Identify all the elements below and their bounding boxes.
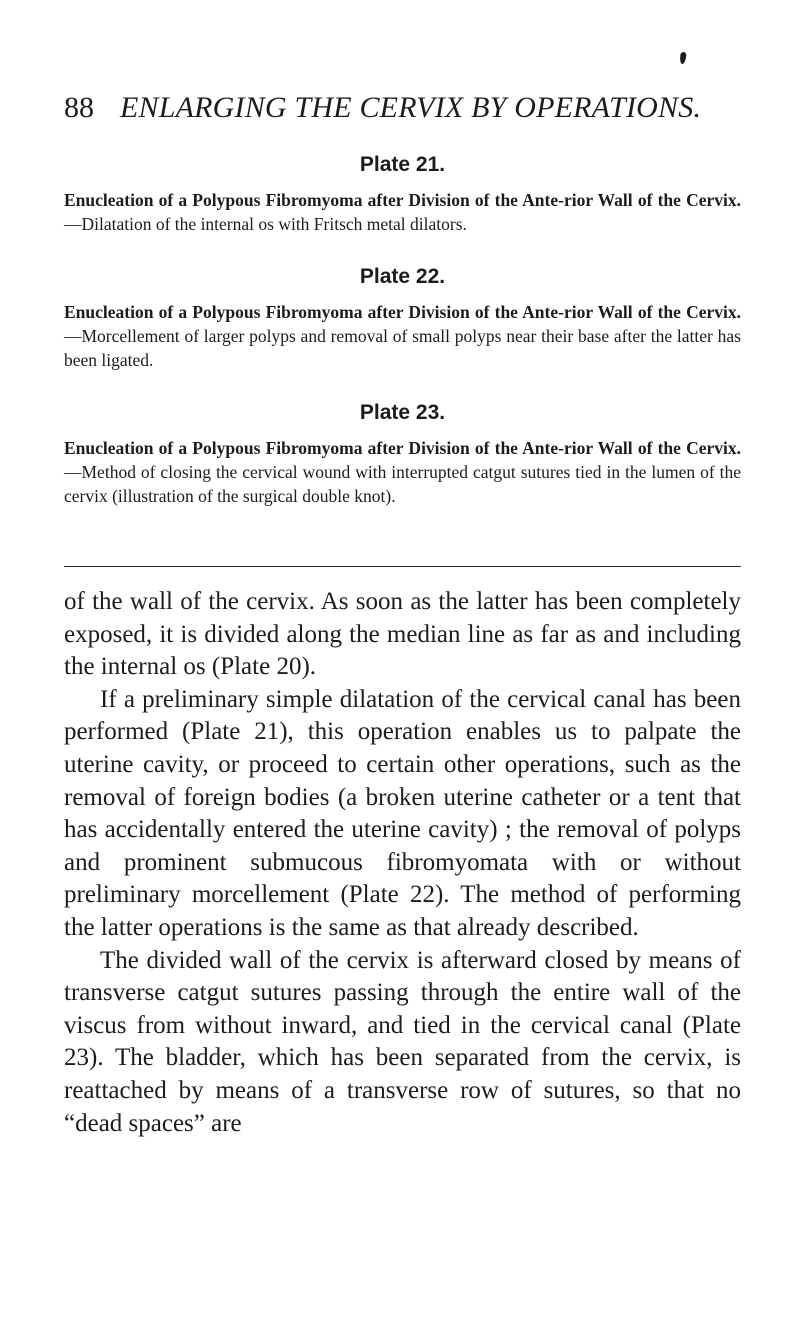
plate-description-text: —Dilatation of the internal os with Fritsch metal dilators. xyxy=(64,214,467,234)
plate-description xyxy=(64,436,741,508)
plate-description-text: —Method of closing the cervical wound with interrupted catgut sutures tied in the lumen of the cervix (illustration of the surgical double knot). xyxy=(64,462,741,506)
plate-title: Plate 23. xyxy=(359,401,446,424)
plate-description-lead: Enucleation of a Polypous Fibromyoma after Division of the Ante-rior Wall of the Cervix. xyxy=(64,190,741,210)
plate-title: Plate 22. xyxy=(359,265,446,288)
plate-caption-22 xyxy=(64,262,741,372)
running-title: ENLARGING THE CERVIX BY OPERATIONS. xyxy=(120,91,702,124)
plate-captions xyxy=(64,150,741,534)
body-text xyxy=(64,586,741,1140)
plate-caption-21 xyxy=(64,150,741,236)
body-paragraph: The divided wall of the cervix is afterward closed by means of transverse catgut sutures passing through the entire wall of the viscus from without inward, and tied in the cervical canal (Plate 23). The bladder, which has been separated from the cervix, is reattached by means of a transverse row of sutures, so that no “dead spaces” are xyxy=(64,946,741,1137)
plate-title: Plate 21. xyxy=(359,153,446,176)
body-paragraph: of the wall of the cervix. As soon as the latter has been completely exposed, it is divided along the median line as far as and including the internal os (Plate 20). xyxy=(64,588,741,681)
plate-description-lead: Enucleation of a Polypous Fibromyoma after Division of the Ante-rior Wall of the Cervix. xyxy=(64,302,741,322)
printer-ornament-mark xyxy=(679,52,687,65)
plate-caption-23 xyxy=(64,398,741,508)
body-paragraph: If a preliminary simple dilatation of the cervical canal has been performed (Plate 21), this operation enables us to palpate the uterine cavity, or proceed to certain other operations, such as the removal of foreign bodies (a broken uterine catheter or a tent that has accidentally entered the uterine cavity) ; the removal of polyps and prominent submucous fibromyomata with or without preliminary morcellement (Plate 22). The method of performing the latter operations is the same as that already described. xyxy=(64,685,741,941)
running-head xyxy=(64,88,741,128)
plate-description-text: —Morcellement of larger polyps and removal of small polyps near their base after the latter has been ligated. xyxy=(64,326,741,370)
section-divider-rule xyxy=(64,566,741,567)
plate-description xyxy=(64,188,741,236)
plate-description xyxy=(64,300,741,372)
plate-description-lead: Enucleation of a Polypous Fibromyoma after Division of the Ante-rior Wall of the Cervix. xyxy=(64,438,741,458)
page-number: 88 xyxy=(64,91,94,124)
